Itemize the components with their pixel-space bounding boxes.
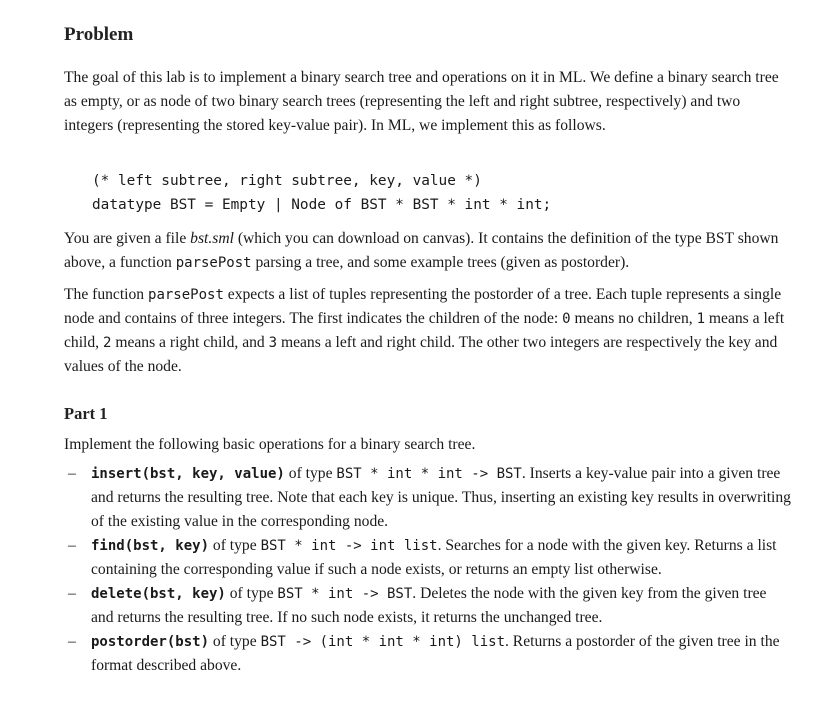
of-type-text: of type xyxy=(209,633,261,650)
code-line-comment: (* left subtree, right subtree, key, value *) xyxy=(92,173,482,189)
of-type-text: of type xyxy=(209,537,261,554)
bullet-dash: – xyxy=(68,465,76,482)
list-item xyxy=(64,582,792,630)
file-text-2: (which you can download on canvas). It contains the definition of the type BST shown above, a function xyxy=(64,230,779,271)
pp-num-3: 3 xyxy=(268,335,278,351)
postorder-description: . Returns a postorder of the given tree in the format described above. xyxy=(91,633,780,674)
file-text-3: parsing a tree, and some example trees (given as postorder). xyxy=(251,254,630,271)
file-name: bst.sml xyxy=(190,230,234,247)
of-type-text: of type xyxy=(225,585,278,602)
code-line-datatype: datatype BST = Empty | Node of BST * BST * int * int; xyxy=(92,197,552,213)
bullet-dash: – xyxy=(68,537,76,554)
delete-signature: delete(bst, key) xyxy=(91,586,226,602)
part1-intro: Implement the following basic operations for a binary search tree. xyxy=(64,436,476,453)
pp-text-5: means a right child, and xyxy=(111,334,269,351)
bullet-dash: – xyxy=(68,585,76,602)
find-type: BST * int -> int list xyxy=(260,538,438,554)
find-description: . Searches for a node with the given key. Returns a list containing the corresponding value if such a node exists, or returns an empty list otherwise. xyxy=(91,537,777,578)
find-signature: find(bst, key) xyxy=(91,538,210,554)
pp-num-0: 0 xyxy=(562,311,571,327)
pp-text-6: means a left and right child. The other two integers are respectively the key and values of the node. xyxy=(64,334,778,375)
page-title: Problem xyxy=(64,24,134,45)
list-item xyxy=(64,534,792,582)
delete-description: . Deletes the node with the given key from the given tree and returns the resulting tree. If no such node exists, it returns the unchanged tree. xyxy=(91,585,767,626)
bullet-dash: – xyxy=(68,633,76,650)
postorder-signature: postorder(bst) xyxy=(91,634,210,650)
insert-type: BST * int * int -> BST xyxy=(336,466,522,482)
pp-text-4: means a left child, xyxy=(64,310,785,351)
file-paragraph xyxy=(64,227,792,275)
file-text-1: You are given a file xyxy=(64,230,191,247)
postorder-type: BST -> (int * int * int) list xyxy=(260,634,505,650)
pp-fn-code: parsePost xyxy=(148,287,224,303)
list-item xyxy=(64,630,792,678)
pp-text-1: The function xyxy=(64,286,149,303)
parsepost-paragraph xyxy=(64,283,792,379)
pp-text-2: expects a list of tuples representing the postorder of a tree. Each tuple represents a single node and contains of three integers. The first indicates the children of the node: xyxy=(64,286,782,327)
parsepost-code: parsePost xyxy=(175,255,252,271)
pp-num-1: 1 xyxy=(696,311,706,327)
code-block xyxy=(92,169,551,217)
insert-signature: insert(bst, key, value) xyxy=(91,466,285,482)
list-item xyxy=(64,462,792,534)
pp-num-2: 2 xyxy=(102,335,112,351)
intro-paragraph: The goal of this lab is to implement a binary search tree and operations on it in ML. We define a binary search tree as empty, or as node of two binary search trees (representing the left and right subtree, respectively) and two integers (representing the stored key-value pair). In ML, we implement this as follows. xyxy=(64,69,779,134)
delete-type: BST * int -> BST xyxy=(277,586,413,602)
of-type-text: of type xyxy=(284,465,337,482)
pp-text-3: means no children, xyxy=(570,310,697,327)
operations-list xyxy=(64,462,792,678)
insert-description: . Inserts a key-value pair into a given tree and returns the resulting tree. Note that each key is unique. Thus, inserting an existing key results in overwriting of the existing value in the corresponding node. xyxy=(91,465,791,530)
part1-heading: Part 1 xyxy=(64,404,108,423)
